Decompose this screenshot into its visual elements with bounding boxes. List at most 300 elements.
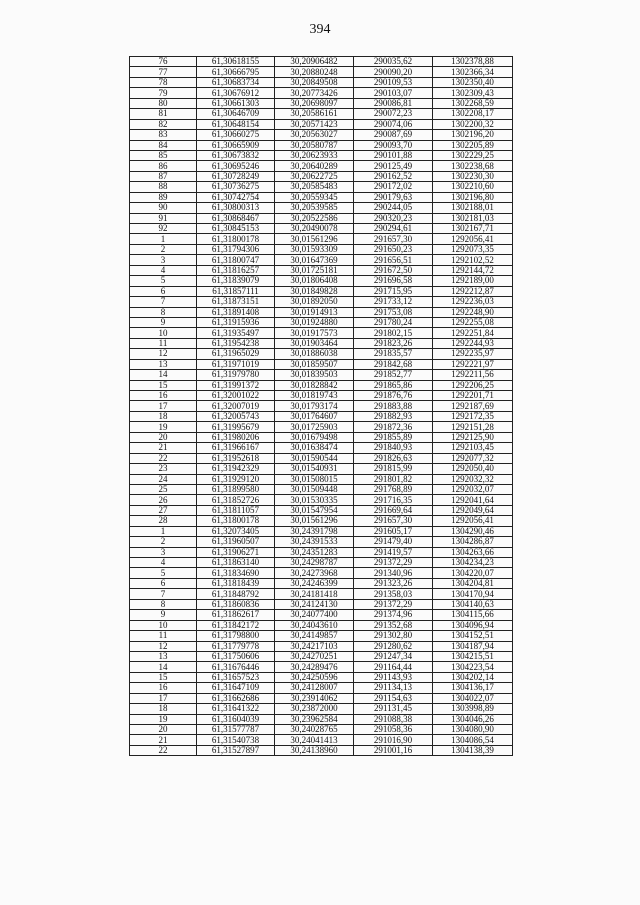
y-coordinate-cell: 1292236,03 bbox=[433, 297, 513, 307]
table-row bbox=[130, 693, 513, 703]
x-coordinate-cell: 290162,52 bbox=[354, 171, 433, 181]
table-row bbox=[130, 67, 513, 77]
longitude-cell: 30,01530335 bbox=[275, 495, 354, 505]
x-coordinate-cell: 291835,57 bbox=[354, 349, 433, 359]
longitude-cell: 30,01828842 bbox=[275, 380, 354, 390]
y-coordinate-cell: 1304046,26 bbox=[433, 714, 513, 724]
y-coordinate-cell: 1292235,97 bbox=[433, 349, 513, 359]
x-coordinate-cell: 291372,29 bbox=[354, 558, 433, 568]
x-coordinate-cell: 291669,64 bbox=[354, 505, 433, 515]
longitude-cell: 30,01679498 bbox=[275, 432, 354, 442]
x-coordinate-cell: 291131,45 bbox=[354, 704, 433, 714]
table-row bbox=[130, 495, 513, 505]
latitude-cell: 61,31657523 bbox=[197, 672, 275, 682]
y-coordinate-cell: 1292049,64 bbox=[433, 505, 513, 515]
y-coordinate-cell: 1304220,07 bbox=[433, 568, 513, 578]
x-coordinate-cell: 290125,49 bbox=[354, 161, 433, 171]
table-row bbox=[130, 599, 513, 609]
latitude-cell: 61,31540738 bbox=[197, 735, 275, 745]
y-coordinate-cell: 1304136,17 bbox=[433, 683, 513, 693]
table-row bbox=[130, 130, 513, 140]
x-coordinate-cell: 290294,61 bbox=[354, 224, 433, 234]
x-coordinate-cell: 291656,51 bbox=[354, 255, 433, 265]
x-coordinate-cell: 291605,17 bbox=[354, 526, 433, 536]
table-row bbox=[130, 568, 513, 578]
y-coordinate-cell: 1302188,01 bbox=[433, 203, 513, 213]
point-number-cell: 5 bbox=[130, 568, 197, 578]
point-number-cell: 92 bbox=[130, 224, 197, 234]
y-coordinate-cell: 1302378,88 bbox=[433, 57, 513, 67]
x-coordinate-cell: 291883,88 bbox=[354, 401, 433, 411]
y-coordinate-cell: 1304086,54 bbox=[433, 735, 513, 745]
x-coordinate-cell: 291823,26 bbox=[354, 338, 433, 348]
x-coordinate-cell: 291733,12 bbox=[354, 297, 433, 307]
y-coordinate-cell: 1302230,30 bbox=[433, 171, 513, 181]
point-number-cell: 22 bbox=[130, 453, 197, 463]
y-coordinate-cell: 1304234,23 bbox=[433, 558, 513, 568]
y-coordinate-cell: 1304286,87 bbox=[433, 537, 513, 547]
point-number-cell: 16 bbox=[130, 391, 197, 401]
x-coordinate-cell: 290086,81 bbox=[354, 98, 433, 108]
y-coordinate-cell: 1292032,07 bbox=[433, 484, 513, 494]
latitude-cell: 61,32007019 bbox=[197, 401, 275, 411]
latitude-cell: 61,31527897 bbox=[197, 745, 275, 755]
latitude-cell: 61,31848792 bbox=[197, 589, 275, 599]
longitude-cell: 30,01561296 bbox=[275, 234, 354, 244]
point-number-cell: 8 bbox=[130, 307, 197, 317]
point-number-cell: 20 bbox=[130, 432, 197, 442]
x-coordinate-cell: 291479,40 bbox=[354, 537, 433, 547]
latitude-cell: 61,31899580 bbox=[197, 484, 275, 494]
table-row bbox=[130, 422, 513, 432]
y-coordinate-cell: 1292172,35 bbox=[433, 411, 513, 421]
table-row bbox=[130, 725, 513, 735]
point-number-cell: 89 bbox=[130, 192, 197, 202]
y-coordinate-cell: 1292077,32 bbox=[433, 453, 513, 463]
point-number-cell: 10 bbox=[130, 328, 197, 338]
longitude-cell: 30,01892050 bbox=[275, 297, 354, 307]
y-coordinate-cell: 1302350,40 bbox=[433, 77, 513, 87]
point-number-cell: 83 bbox=[130, 130, 197, 140]
latitude-cell: 61,30660275 bbox=[197, 130, 275, 140]
longitude-cell: 30,24181418 bbox=[275, 589, 354, 599]
y-coordinate-cell: 1292056,41 bbox=[433, 234, 513, 244]
latitude-cell: 61,31954238 bbox=[197, 338, 275, 348]
table-row bbox=[130, 411, 513, 421]
latitude-cell: 61,30646709 bbox=[197, 109, 275, 119]
latitude-cell: 61,32073405 bbox=[197, 526, 275, 536]
y-coordinate-cell: 1292102,52 bbox=[433, 255, 513, 265]
y-coordinate-cell: 1292050,40 bbox=[433, 464, 513, 474]
x-coordinate-cell: 291882,93 bbox=[354, 411, 433, 421]
x-coordinate-cell: 291855,89 bbox=[354, 432, 433, 442]
y-coordinate-cell: 1302366,34 bbox=[433, 67, 513, 77]
y-coordinate-cell: 1292103,45 bbox=[433, 443, 513, 453]
longitude-cell: 30,20906482 bbox=[275, 57, 354, 67]
table-row bbox=[130, 683, 513, 693]
point-number-cell: 87 bbox=[130, 171, 197, 181]
y-coordinate-cell: 1292248,90 bbox=[433, 307, 513, 317]
y-coordinate-cell: 1292251,84 bbox=[433, 328, 513, 338]
longitude-cell: 30,01540931 bbox=[275, 464, 354, 474]
longitude-cell: 30,24391533 bbox=[275, 537, 354, 547]
y-coordinate-cell: 1302309,43 bbox=[433, 88, 513, 98]
y-coordinate-cell: 1304022,07 bbox=[433, 693, 513, 703]
x-coordinate-cell: 291134,13 bbox=[354, 683, 433, 693]
y-coordinate-cell: 1292073,35 bbox=[433, 244, 513, 254]
latitude-cell: 61,31857111 bbox=[197, 286, 275, 296]
longitude-cell: 30,01547954 bbox=[275, 505, 354, 515]
longitude-cell: 30,24250596 bbox=[275, 672, 354, 682]
point-number-cell: 2 bbox=[130, 244, 197, 254]
y-coordinate-cell: 1302229,25 bbox=[433, 150, 513, 160]
longitude-cell: 30,01914913 bbox=[275, 307, 354, 317]
latitude-cell: 61,30845153 bbox=[197, 224, 275, 234]
x-coordinate-cell: 290035,62 bbox=[354, 57, 433, 67]
y-coordinate-cell: 1292206,25 bbox=[433, 380, 513, 390]
x-coordinate-cell: 291872,36 bbox=[354, 422, 433, 432]
point-number-cell: 3 bbox=[130, 547, 197, 557]
x-coordinate-cell: 291716,35 bbox=[354, 495, 433, 505]
longitude-cell: 30,20849508 bbox=[275, 77, 354, 87]
y-coordinate-cell: 1304187,94 bbox=[433, 641, 513, 651]
x-coordinate-cell: 290179,63 bbox=[354, 192, 433, 202]
latitude-cell: 61,31800747 bbox=[197, 255, 275, 265]
latitude-cell: 61,31991372 bbox=[197, 380, 275, 390]
y-coordinate-cell: 1292221,97 bbox=[433, 359, 513, 369]
table-row bbox=[130, 380, 513, 390]
latitude-cell: 61,31863140 bbox=[197, 558, 275, 568]
latitude-cell: 61,31811057 bbox=[197, 505, 275, 515]
x-coordinate-cell: 290103,07 bbox=[354, 88, 433, 98]
longitude-cell: 30,20622725 bbox=[275, 171, 354, 181]
point-number-cell: 85 bbox=[130, 150, 197, 160]
longitude-cell: 30,24298787 bbox=[275, 558, 354, 568]
point-number-cell: 18 bbox=[130, 411, 197, 421]
table-row bbox=[130, 192, 513, 202]
table-row bbox=[130, 255, 513, 265]
point-number-cell: 17 bbox=[130, 693, 197, 703]
longitude-cell: 30,01593309 bbox=[275, 244, 354, 254]
table-row bbox=[130, 286, 513, 296]
longitude-cell: 30,20539585 bbox=[275, 203, 354, 213]
table-row bbox=[130, 537, 513, 547]
latitude-cell: 61,32005743 bbox=[197, 411, 275, 421]
latitude-cell: 61,31862617 bbox=[197, 610, 275, 620]
y-coordinate-cell: 1292032,32 bbox=[433, 474, 513, 484]
longitude-cell: 30,20571423 bbox=[275, 119, 354, 129]
y-coordinate-cell: 1302196,20 bbox=[433, 130, 513, 140]
x-coordinate-cell: 291826,63 bbox=[354, 453, 433, 463]
point-number-cell: 78 bbox=[130, 77, 197, 87]
latitude-cell: 61,31798800 bbox=[197, 631, 275, 641]
longitude-cell: 30,01886038 bbox=[275, 349, 354, 359]
latitude-cell: 61,30868467 bbox=[197, 213, 275, 223]
x-coordinate-cell: 291280,62 bbox=[354, 641, 433, 651]
point-number-cell: 4 bbox=[130, 265, 197, 275]
x-coordinate-cell: 290090,20 bbox=[354, 67, 433, 77]
latitude-cell: 61,31965029 bbox=[197, 349, 275, 359]
point-number-cell: 1 bbox=[130, 234, 197, 244]
table-row bbox=[130, 182, 513, 192]
table-row bbox=[130, 328, 513, 338]
point-number-cell: 79 bbox=[130, 88, 197, 98]
y-coordinate-cell: 1302205,89 bbox=[433, 140, 513, 150]
y-coordinate-cell: 1292244,93 bbox=[433, 338, 513, 348]
y-coordinate-cell: 1304223,54 bbox=[433, 662, 513, 672]
y-coordinate-cell: 1292041,64 bbox=[433, 495, 513, 505]
latitude-cell: 61,31979780 bbox=[197, 370, 275, 380]
x-coordinate-cell: 291374,96 bbox=[354, 610, 433, 620]
latitude-cell: 61,31604039 bbox=[197, 714, 275, 724]
longitude-cell: 30,01725181 bbox=[275, 265, 354, 275]
x-coordinate-cell: 290109,53 bbox=[354, 77, 433, 87]
longitude-cell: 30,20585483 bbox=[275, 182, 354, 192]
x-coordinate-cell: 290093,70 bbox=[354, 140, 433, 150]
x-coordinate-cell: 291302,80 bbox=[354, 631, 433, 641]
x-coordinate-cell: 291696,58 bbox=[354, 276, 433, 286]
point-number-cell: 1 bbox=[130, 526, 197, 536]
latitude-cell: 61,31800178 bbox=[197, 234, 275, 244]
point-number-cell: 4 bbox=[130, 558, 197, 568]
longitude-cell: 30,01839503 bbox=[275, 370, 354, 380]
latitude-cell: 61,31852726 bbox=[197, 495, 275, 505]
y-coordinate-cell: 1302167,71 bbox=[433, 224, 513, 234]
longitude-cell: 30,24246399 bbox=[275, 578, 354, 588]
longitude-cell: 30,24138960 bbox=[275, 745, 354, 755]
point-number-cell: 12 bbox=[130, 641, 197, 651]
latitude-cell: 61,31952618 bbox=[197, 453, 275, 463]
point-number-cell: 15 bbox=[130, 380, 197, 390]
y-coordinate-cell: 1292144,72 bbox=[433, 265, 513, 275]
point-number-cell: 91 bbox=[130, 213, 197, 223]
longitude-cell: 30,01793174 bbox=[275, 401, 354, 411]
table-row bbox=[130, 119, 513, 129]
y-coordinate-cell: 1292189,00 bbox=[433, 276, 513, 286]
x-coordinate-cell: 291780,24 bbox=[354, 317, 433, 327]
x-coordinate-cell: 291815,99 bbox=[354, 464, 433, 474]
longitude-cell: 30,24028765 bbox=[275, 725, 354, 735]
x-coordinate-cell: 291058,36 bbox=[354, 725, 433, 735]
longitude-cell: 30,20522586 bbox=[275, 213, 354, 223]
x-coordinate-cell: 291715,95 bbox=[354, 286, 433, 296]
table-row bbox=[130, 77, 513, 87]
table-row bbox=[130, 620, 513, 630]
latitude-cell: 61,31800178 bbox=[197, 516, 275, 526]
y-coordinate-cell: 1303998,89 bbox=[433, 704, 513, 714]
table-row bbox=[130, 98, 513, 108]
y-coordinate-cell: 1304140,63 bbox=[433, 599, 513, 609]
point-number-cell: 21 bbox=[130, 735, 197, 745]
table-row bbox=[130, 589, 513, 599]
table-row bbox=[130, 349, 513, 359]
coordinates-table-body bbox=[130, 57, 513, 756]
y-coordinate-cell: 1304096,94 bbox=[433, 620, 513, 630]
page-number: 394 bbox=[309, 22, 331, 37]
latitude-cell: 61,31873151 bbox=[197, 297, 275, 307]
point-number-cell: 82 bbox=[130, 119, 197, 129]
table-row bbox=[130, 526, 513, 536]
table-row bbox=[130, 401, 513, 411]
y-coordinate-cell: 1292212,87 bbox=[433, 286, 513, 296]
longitude-cell: 30,24128007 bbox=[275, 683, 354, 693]
point-number-cell: 2 bbox=[130, 537, 197, 547]
x-coordinate-cell: 291657,30 bbox=[354, 234, 433, 244]
y-coordinate-cell: 1304170,94 bbox=[433, 589, 513, 599]
longitude-cell: 30,20586161 bbox=[275, 109, 354, 119]
latitude-cell: 61,31935497 bbox=[197, 328, 275, 338]
table-row bbox=[130, 610, 513, 620]
y-coordinate-cell: 1304204,81 bbox=[433, 578, 513, 588]
x-coordinate-cell: 291802,15 bbox=[354, 328, 433, 338]
latitude-cell: 61,31980206 bbox=[197, 432, 275, 442]
point-number-cell: 14 bbox=[130, 662, 197, 672]
point-number-cell: 88 bbox=[130, 182, 197, 192]
point-number-cell: 9 bbox=[130, 317, 197, 327]
longitude-cell: 30,24391798 bbox=[275, 526, 354, 536]
latitude-cell: 61,31647109 bbox=[197, 683, 275, 693]
point-number-cell: 23 bbox=[130, 464, 197, 474]
x-coordinate-cell: 290087,69 bbox=[354, 130, 433, 140]
latitude-cell: 61,31794306 bbox=[197, 244, 275, 254]
latitude-cell: 61,31750606 bbox=[197, 651, 275, 661]
longitude-cell: 30,01859507 bbox=[275, 359, 354, 369]
longitude-cell: 30,20580787 bbox=[275, 140, 354, 150]
table-row bbox=[130, 474, 513, 484]
latitude-cell: 61,30676912 bbox=[197, 88, 275, 98]
point-number-cell: 17 bbox=[130, 401, 197, 411]
longitude-cell: 30,01764607 bbox=[275, 411, 354, 421]
y-coordinate-cell: 1302196,80 bbox=[433, 192, 513, 202]
point-number-cell: 18 bbox=[130, 704, 197, 714]
latitude-cell: 61,30618155 bbox=[197, 57, 275, 67]
longitude-cell: 30,24270251 bbox=[275, 651, 354, 661]
point-number-cell: 77 bbox=[130, 67, 197, 77]
table-row bbox=[130, 704, 513, 714]
table-row bbox=[130, 432, 513, 442]
point-number-cell: 84 bbox=[130, 140, 197, 150]
point-number-cell: 86 bbox=[130, 161, 197, 171]
y-coordinate-cell: 1292211,56 bbox=[433, 370, 513, 380]
longitude-cell: 30,20880248 bbox=[275, 67, 354, 77]
y-coordinate-cell: 1304215,51 bbox=[433, 651, 513, 661]
latitude-cell: 61,30800313 bbox=[197, 203, 275, 213]
point-number-cell: 13 bbox=[130, 359, 197, 369]
latitude-cell: 61,30661303 bbox=[197, 98, 275, 108]
x-coordinate-cell: 291876,76 bbox=[354, 391, 433, 401]
longitude-cell: 30,01819743 bbox=[275, 391, 354, 401]
x-coordinate-cell: 291372,29 bbox=[354, 599, 433, 609]
longitude-cell: 30,24043610 bbox=[275, 620, 354, 630]
table-row bbox=[130, 547, 513, 557]
longitude-cell: 30,20623933 bbox=[275, 150, 354, 160]
point-number-cell: 28 bbox=[130, 516, 197, 526]
point-number-cell: 26 bbox=[130, 495, 197, 505]
longitude-cell: 30,24149857 bbox=[275, 631, 354, 641]
latitude-cell: 61,31779778 bbox=[197, 641, 275, 651]
table-row bbox=[130, 171, 513, 181]
y-coordinate-cell: 1302200,32 bbox=[433, 119, 513, 129]
x-coordinate-cell: 291143,93 bbox=[354, 672, 433, 682]
longitude-cell: 30,24273968 bbox=[275, 568, 354, 578]
point-number-cell: 3 bbox=[130, 255, 197, 265]
latitude-cell: 61,31906271 bbox=[197, 547, 275, 557]
longitude-cell: 30,01924880 bbox=[275, 317, 354, 327]
x-coordinate-cell: 291352,68 bbox=[354, 620, 433, 630]
x-coordinate-cell: 291323,26 bbox=[354, 578, 433, 588]
table-row bbox=[130, 317, 513, 327]
point-number-cell: 24 bbox=[130, 474, 197, 484]
point-number-cell: 81 bbox=[130, 109, 197, 119]
table-row bbox=[130, 464, 513, 474]
table-row bbox=[130, 745, 513, 755]
table-row bbox=[130, 484, 513, 494]
latitude-cell: 61,30648154 bbox=[197, 119, 275, 129]
y-coordinate-cell: 1304152,51 bbox=[433, 631, 513, 641]
point-number-cell: 90 bbox=[130, 203, 197, 213]
table-row bbox=[130, 224, 513, 234]
longitude-cell: 30,01725903 bbox=[275, 422, 354, 432]
longitude-cell: 30,01903464 bbox=[275, 338, 354, 348]
latitude-cell: 61,30673832 bbox=[197, 150, 275, 160]
longitude-cell: 30,01590544 bbox=[275, 453, 354, 463]
table-row bbox=[130, 57, 513, 67]
latitude-cell: 61,30742754 bbox=[197, 192, 275, 202]
table-row bbox=[130, 109, 513, 119]
latitude-cell: 61,31818439 bbox=[197, 578, 275, 588]
x-coordinate-cell: 291852,77 bbox=[354, 370, 433, 380]
point-number-cell: 27 bbox=[130, 505, 197, 515]
point-number-cell: 12 bbox=[130, 349, 197, 359]
longitude-cell: 30,01508015 bbox=[275, 474, 354, 484]
table-row bbox=[130, 276, 513, 286]
point-number-cell: 16 bbox=[130, 683, 197, 693]
x-coordinate-cell: 291842,68 bbox=[354, 359, 433, 369]
point-number-cell: 6 bbox=[130, 286, 197, 296]
point-number-cell: 15 bbox=[130, 672, 197, 682]
x-coordinate-cell: 291001,16 bbox=[354, 745, 433, 755]
latitude-cell: 61,30665909 bbox=[197, 140, 275, 150]
longitude-cell: 30,20563027 bbox=[275, 130, 354, 140]
longitude-cell: 30,01638474 bbox=[275, 443, 354, 453]
point-number-cell: 19 bbox=[130, 714, 197, 724]
table-row bbox=[130, 370, 513, 380]
x-coordinate-cell: 291840,93 bbox=[354, 443, 433, 453]
table-row bbox=[130, 140, 513, 150]
table-row bbox=[130, 88, 513, 98]
x-coordinate-cell: 290172,02 bbox=[354, 182, 433, 192]
y-coordinate-cell: 1292056,41 bbox=[433, 516, 513, 526]
longitude-cell: 30,24124130 bbox=[275, 599, 354, 609]
longitude-cell: 30,01806408 bbox=[275, 276, 354, 286]
latitude-cell: 61,31842172 bbox=[197, 620, 275, 630]
x-coordinate-cell: 291672,50 bbox=[354, 265, 433, 275]
table-row bbox=[130, 234, 513, 244]
x-coordinate-cell: 291247,34 bbox=[354, 651, 433, 661]
latitude-cell: 61,30728249 bbox=[197, 171, 275, 181]
longitude-cell: 30,20490078 bbox=[275, 224, 354, 234]
point-number-cell: 20 bbox=[130, 725, 197, 735]
table-row bbox=[130, 161, 513, 171]
latitude-cell: 61,31942329 bbox=[197, 464, 275, 474]
y-coordinate-cell: 1302238,68 bbox=[433, 161, 513, 171]
x-coordinate-cell: 291753,08 bbox=[354, 307, 433, 317]
longitude-cell: 30,24289476 bbox=[275, 662, 354, 672]
table-row bbox=[130, 453, 513, 463]
point-number-cell: 9 bbox=[130, 610, 197, 620]
x-coordinate-cell: 291865,86 bbox=[354, 380, 433, 390]
x-coordinate-cell: 291340,96 bbox=[354, 568, 433, 578]
